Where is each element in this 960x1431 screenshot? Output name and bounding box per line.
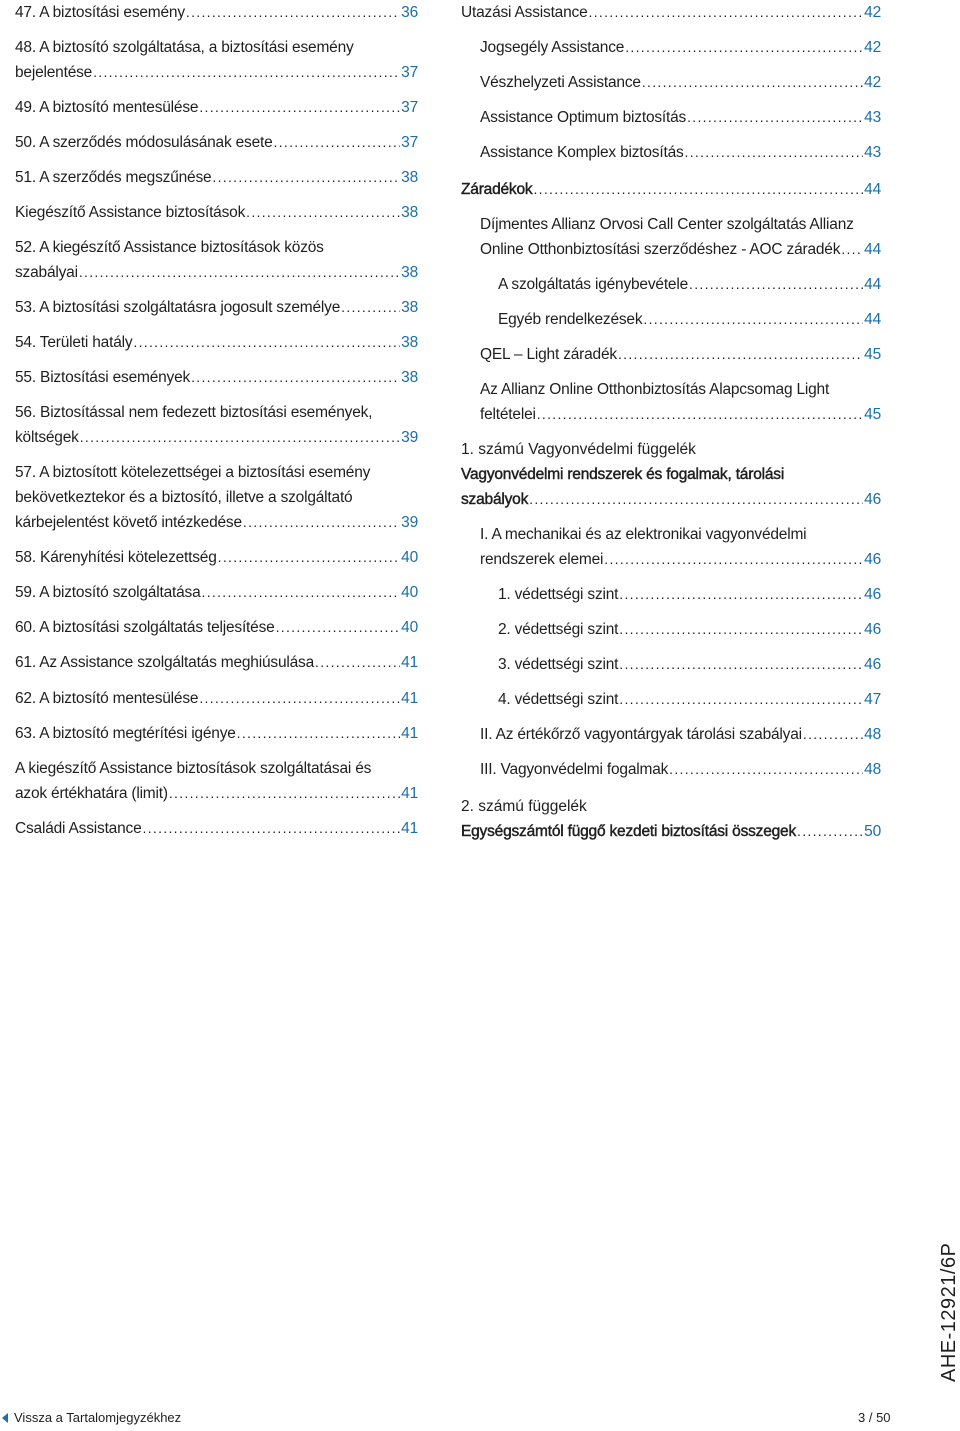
toc-entry[interactable] — [15, 165, 418, 190]
toc-entry-page-number: 46 — [864, 621, 881, 638]
toc-entry-title: 50. A szerződés módosulásának esete — [15, 134, 273, 151]
dot-leader — [618, 342, 863, 367]
toc-section-heading: 2. számú függelék — [461, 798, 587, 815]
toc-entry-page-number: 41 — [401, 654, 418, 671]
back-to-toc-link[interactable] — [2, 1410, 181, 1425]
toc-entry[interactable] — [15, 35, 418, 85]
toc-entry-page-number: 37 — [401, 99, 418, 116]
toc-entry[interactable] — [498, 687, 881, 712]
toc-entry[interactable] — [15, 545, 418, 570]
toc-entry-page-number: 45 — [864, 406, 881, 423]
toc-entry-title-line: 57. A biztosított kötelezettségei a biztosítási esemény — [15, 464, 371, 481]
dot-leader — [619, 652, 863, 677]
toc-entry[interactable] — [15, 721, 418, 746]
toc-entry[interactable] — [498, 617, 881, 642]
toc-entry-title: 62. A biztosító mentesülése — [15, 690, 199, 707]
dot-leader — [191, 365, 400, 390]
toc-section-heading: 1. számú Vagyonvédelmi függelék — [461, 441, 696, 458]
toc-entry-page-number: 38 — [401, 204, 418, 221]
toc-entry-page-number: 43 — [864, 144, 881, 161]
toc-entry[interactable] — [15, 235, 418, 285]
toc-entry-page-number: 38 — [401, 169, 418, 186]
toc-entry[interactable] — [480, 105, 881, 130]
toc-entry[interactable] — [461, 0, 881, 25]
toc-entry-title: QEL – Light záradék — [480, 346, 617, 363]
dot-leader — [797, 819, 863, 844]
dot-leader — [202, 580, 401, 605]
toc-entry-title: Assistance Komplex biztosítás — [480, 144, 684, 161]
dot-leader — [589, 0, 864, 25]
toc-entry-page-number: 36 — [401, 4, 418, 21]
dot-leader — [687, 105, 863, 130]
toc-entry-title-line: bekövetkeztekor és a biztosító, illetve a szolgáltató — [15, 489, 353, 506]
toc-entry-title: 4. védettségi szint — [498, 691, 619, 708]
toc-entry-page-number: 37 — [401, 64, 418, 81]
toc-entry-title: 58. Kárenyhítési kötelezettség — [15, 549, 217, 566]
toc-entry-page-number: 46 — [864, 586, 881, 603]
dot-leader — [619, 617, 863, 642]
toc-entry-title: Családi Assistance — [15, 820, 142, 837]
toc-entry-title: Egyéb rendelkezések — [498, 311, 643, 328]
toc-entry[interactable] — [480, 212, 881, 262]
toc-entry-page-number: 41 — [401, 820, 418, 837]
toc-entry-page-number: 50 — [864, 823, 881, 840]
toc-entry-page-number: 38 — [401, 299, 418, 316]
dot-leader — [669, 757, 863, 782]
toc-entry-page-number: 38 — [401, 334, 418, 351]
dot-leader — [274, 130, 401, 155]
toc-entry[interactable] — [15, 130, 418, 155]
toc-entry[interactable] — [498, 582, 881, 607]
toc-entry-title: 55. Biztosítási események — [15, 369, 191, 386]
toc-entry-title: Egységszámtól függő kezdeti biztosítási összegek — [461, 823, 797, 840]
dot-leader — [604, 547, 863, 572]
document-code: AHE-12921/6P — [938, 1242, 960, 1382]
toc-entry[interactable] — [15, 365, 418, 390]
toc-entry[interactable] — [498, 307, 881, 332]
toc-entry-page-number: 41 — [401, 725, 418, 742]
dot-leader — [643, 307, 863, 332]
toc-entry-page-number: 39 — [401, 429, 418, 446]
toc-entry-page-number: 41 — [401, 690, 418, 707]
dot-leader — [80, 425, 400, 450]
toc-entry-title: szabályok — [461, 491, 529, 508]
toc-entry-title: 1. védettségi szint — [498, 586, 619, 603]
toc-entry-title: 53. A biztosítási szolgáltatásra jogosult személye — [15, 299, 341, 316]
toc-entry[interactable] — [15, 200, 418, 225]
toc-entry-page-number: 44 — [864, 276, 881, 293]
toc-entry-title: Online Otthonbiztosítási szerződéshez - AOC záradék — [480, 241, 841, 258]
toc-entry-page-number: 48 — [864, 761, 881, 778]
toc-entry-page-number: 47 — [864, 691, 881, 708]
toc-entry-title-line: Az Allianz Online Otthonbiztosítás Alapcsomag Light — [480, 381, 830, 398]
toc-entry-title: Utazási Assistance — [461, 4, 588, 21]
dot-leader — [237, 721, 400, 746]
dot-leader — [619, 582, 863, 607]
toc-entry[interactable] — [498, 652, 881, 677]
toc-entry-page-number: 40 — [401, 549, 418, 566]
toc-entry-title: Záradékok — [461, 181, 533, 198]
back-to-toc-label: Vissza a Tartalomjegyzékhez — [14, 1410, 182, 1425]
dot-leader — [619, 687, 863, 712]
toc-entry-title: azok értékhatára (limit) — [15, 785, 168, 802]
toc-entry-title: 63. A biztosító megtérítési igénye — [15, 725, 236, 742]
toc-entry-page-number: 42 — [864, 39, 881, 56]
toc-entry[interactable] — [480, 70, 881, 95]
toc-entry-page-number: 44 — [864, 311, 881, 328]
triangle-left-icon — [2, 1413, 8, 1423]
toc-entry-title: 51. A szerződés megszűnése — [15, 169, 212, 186]
dot-leader — [93, 60, 400, 85]
dot-leader — [315, 650, 400, 675]
toc-entry-title: Vészhelyzeti Assistance — [480, 74, 641, 91]
toc-entry[interactable] — [461, 819, 881, 844]
toc-entry-page-number: 45 — [864, 346, 881, 363]
toc-entry[interactable] — [15, 95, 418, 120]
dot-leader — [199, 686, 400, 711]
toc-entry-title: III. Vagyonvédelmi fogalmak — [480, 761, 669, 778]
toc-entry-page-number: 40 — [401, 619, 418, 636]
toc-entry[interactable] — [15, 400, 418, 450]
toc-entry[interactable] — [15, 756, 418, 806]
toc-entry[interactable] — [480, 35, 881, 60]
toc-entry-title: 60. A biztosítási szolgáltatás teljesítése — [15, 619, 275, 636]
toc-entry-title-line: 52. A kiegészítő Assistance biztosítások közös — [15, 239, 324, 256]
toc-entry[interactable] — [15, 460, 418, 535]
toc-entry-page-number: 39 — [401, 514, 418, 531]
dot-leader — [625, 35, 863, 60]
toc-entry-page-number: 46 — [864, 491, 881, 508]
dot-leader — [143, 816, 401, 841]
toc-entry-title: 3. védettségi szint — [498, 656, 619, 673]
toc-entry-title: szabályai — [15, 264, 78, 281]
toc-entry[interactable] — [15, 816, 418, 841]
toc-entry-title-line: I. A mechanikai és az elektronikai vagyonvédelmi — [480, 526, 807, 543]
dot-leader — [218, 545, 401, 570]
dot-leader — [276, 615, 401, 640]
toc-entry[interactable] — [480, 377, 881, 427]
toc-entry[interactable] — [480, 342, 881, 367]
toc-entry[interactable] — [461, 462, 881, 512]
toc-entry-title-line: A kiegészítő Assistance biztosítások szolgáltatásai és — [15, 760, 372, 777]
toc-entry-page-number: 38 — [401, 369, 418, 386]
toc-entry[interactable] — [15, 650, 418, 675]
toc-entry[interactable] — [15, 330, 418, 355]
dot-leader — [533, 177, 863, 202]
toc-entry[interactable] — [15, 0, 418, 25]
toc-entry-title-line: Díjmentes Allianz Orvosi Call Center szolgáltatás Allianz — [480, 216, 854, 233]
toc-entry-title: 47. A biztosítási esemény — [15, 4, 185, 21]
toc-entry-title: Assistance Optimum biztosítás — [480, 109, 687, 126]
toc-entry-page-number: 37 — [401, 134, 418, 151]
toc-entry-page-number: 41 — [401, 785, 418, 802]
toc-entry[interactable] — [15, 580, 418, 605]
dot-leader — [803, 722, 863, 747]
toc-entry-title: Kiegészítő Assistance biztosítások — [15, 204, 246, 221]
toc-entry-page-number: 43 — [864, 109, 881, 126]
toc-entry-page-number: 48 — [864, 726, 881, 743]
toc-entry[interactable] — [480, 722, 881, 747]
toc-entry[interactable] — [498, 272, 881, 297]
toc-entry-page-number: 42 — [864, 4, 881, 21]
dot-leader — [79, 260, 400, 285]
toc-entry-title: Jogsegély Assistance — [480, 39, 625, 56]
dot-leader — [537, 402, 863, 427]
dot-leader — [689, 272, 863, 297]
toc-entry-title: 61. Az Assistance szolgáltatás meghiúsulása — [15, 654, 314, 671]
toc-entry[interactable] — [461, 177, 881, 202]
toc-entry[interactable] — [15, 295, 418, 320]
toc-entry-title: 59. A biztosító szolgáltatása — [15, 584, 201, 601]
toc-entry-title: kárbejelentést követő intézkedése — [15, 514, 242, 531]
toc-entry-title: rendszerek elemei — [480, 551, 604, 568]
toc-entry-title: 49. A biztosító mentesülése — [15, 99, 199, 116]
toc-entry-title: bejelentése — [15, 64, 93, 81]
page-indicator: 3 / 50 — [858, 1410, 891, 1425]
toc-entry[interactable] — [15, 686, 418, 711]
toc-entry-title-line: 48. A biztosító szolgáltatása, a biztosítási esemény — [15, 39, 354, 56]
dot-leader — [341, 295, 400, 320]
toc-entry-page-number: 40 — [401, 584, 418, 601]
dot-leader — [841, 237, 863, 262]
toc-entry-title-line: Vagyonvédelmi rendszerek és fogalmak, tárolási — [461, 466, 785, 483]
dot-leader — [212, 165, 400, 190]
toc-entry[interactable] — [15, 615, 418, 640]
dot-leader — [169, 781, 400, 806]
toc-entry-page-number: 38 — [401, 264, 418, 281]
toc-entry-title-line: 56. Biztosítással nem fedezett biztosítási események, — [15, 404, 373, 421]
toc-entry-title: II. Az értékőrző vagyontárgyak tárolási szabályai — [480, 726, 802, 743]
toc-entry-page-number: 46 — [864, 551, 881, 568]
dot-leader — [243, 510, 400, 535]
dot-leader — [133, 330, 400, 355]
toc-entry-title: 54. Területi hatály — [15, 334, 133, 351]
dot-leader — [186, 0, 400, 25]
toc-entry-page-number: 46 — [864, 656, 881, 673]
toc-entry-page-number: 44 — [864, 241, 881, 258]
dot-leader — [199, 95, 400, 120]
dot-leader — [685, 140, 864, 165]
toc-entry-title: 2. védettségi szint — [498, 621, 619, 638]
toc-entry-title: A szolgáltatás igénybevétele — [498, 276, 689, 293]
toc-entry[interactable] — [480, 757, 881, 782]
toc-entry[interactable] — [480, 140, 881, 165]
dot-leader — [529, 487, 863, 512]
toc-entry-title: költségek — [15, 429, 79, 446]
toc-entry-page-number: 42 — [864, 74, 881, 91]
toc-entry-title: feltételei — [480, 406, 536, 423]
dot-leader — [642, 70, 863, 95]
dot-leader — [246, 200, 400, 225]
toc-entry-page-number: 44 — [864, 181, 881, 198]
toc-entry[interactable] — [480, 522, 881, 572]
